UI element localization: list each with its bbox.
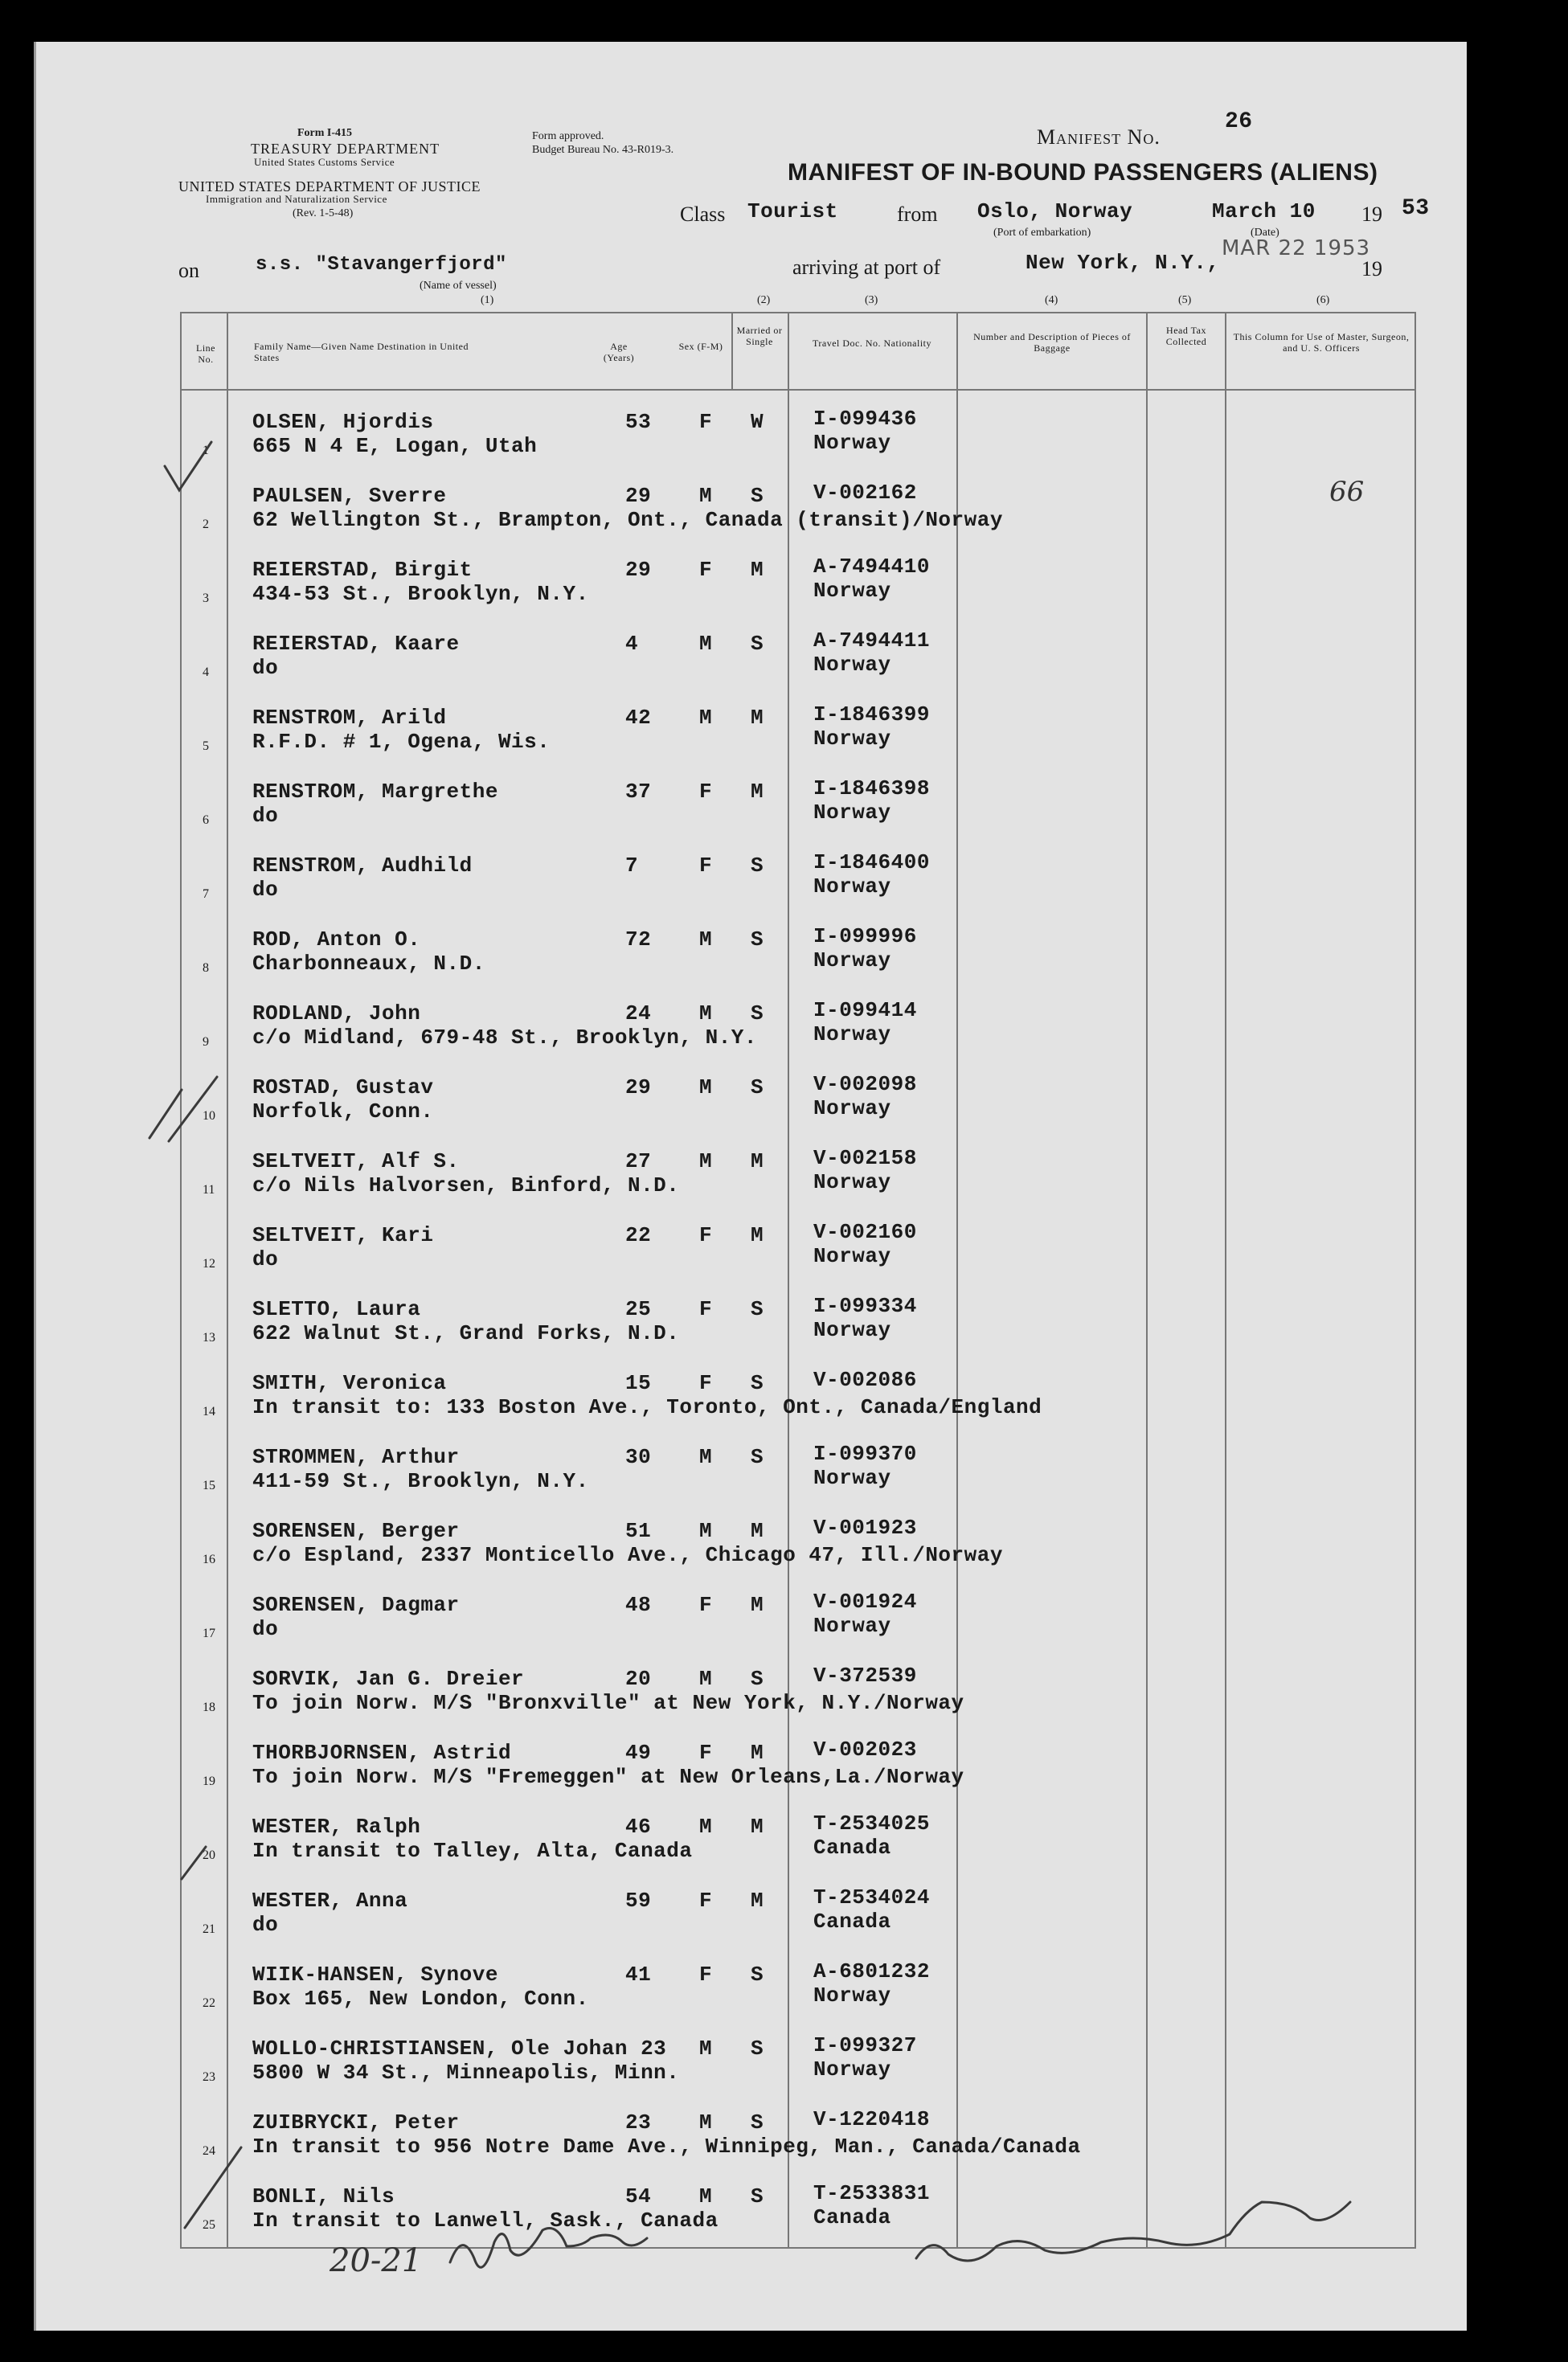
col-num-3: (3) xyxy=(865,294,878,306)
age: 51 xyxy=(625,1519,652,1543)
destination: To join Norw. M/S "Fremeggen" at New Orleans,La./Norway xyxy=(252,1765,964,1789)
age: 30 xyxy=(625,1445,652,1469)
age: 15 xyxy=(625,1371,652,1395)
marital-status: S xyxy=(751,1963,764,1987)
marital-status: S xyxy=(751,854,764,878)
age: 49 xyxy=(625,1741,652,1765)
passenger-name: STROMMEN, Arthur xyxy=(252,1445,460,1469)
marital-status: S xyxy=(751,1371,764,1395)
destination: 62 Wellington St., Brampton, Ont., Canada (transit)/Norway xyxy=(252,508,1003,532)
destination: 411-59 St., Brooklyn, N.Y. xyxy=(252,1469,589,1493)
customs-service: United States Customs Service xyxy=(254,156,395,168)
nationality: Norway xyxy=(813,431,891,455)
age: 54 xyxy=(625,2184,652,2208)
check-mark xyxy=(169,1077,217,1141)
line-number: 8 xyxy=(203,961,209,975)
check-mark xyxy=(165,442,211,490)
age: 7 xyxy=(625,854,639,878)
manifest-no-label: Manifest No. xyxy=(1037,125,1161,149)
line-number: 4 xyxy=(203,665,209,679)
marital-status: S xyxy=(751,1001,764,1025)
destination: R.F.D. # 1, Ogena, Wis. xyxy=(252,730,551,754)
nationality: Norway xyxy=(813,1318,891,1342)
line-number: 5 xyxy=(203,739,209,753)
vessel-caption: (Name of vessel) xyxy=(420,280,497,292)
passenger-name: SLETTO, Laura xyxy=(252,1297,421,1321)
travel-doc-number: T-2533831 xyxy=(813,2181,930,2205)
travel-doc-number: I-1846400 xyxy=(813,850,930,874)
nationality: Norway xyxy=(813,1244,891,1268)
travel-doc-number: I-1846399 xyxy=(813,702,930,727)
nationality: Norway xyxy=(813,653,891,677)
header-baggage: Number and Description of Pieces of Baggage xyxy=(973,331,1131,354)
destination: 622 Walnut St., Grand Forks, N.D. xyxy=(252,1321,680,1345)
marital-status: S xyxy=(751,1297,764,1321)
sex: M xyxy=(699,1519,713,1543)
passenger-name: WESTER, Anna xyxy=(252,1889,408,1913)
age: 23 xyxy=(625,2110,652,2135)
marital-status: S xyxy=(751,632,764,656)
destination: In transit to 956 Notre Dame Ave., Winnipeg, Man., Canada/Canada xyxy=(252,2135,1081,2159)
check-mark xyxy=(185,2147,241,2228)
nationality: Norway xyxy=(813,1466,891,1490)
passenger-name: RODLAND, John xyxy=(252,1001,421,1025)
officer-note: 66 xyxy=(1329,476,1365,508)
date-value: March 10 xyxy=(1212,199,1316,223)
marital-status: M xyxy=(751,706,764,730)
age: 22 xyxy=(625,1223,652,1247)
travel-doc-number: I-099996 xyxy=(813,924,917,948)
nationality: Norway xyxy=(813,2057,891,2082)
sex: F xyxy=(699,1963,713,1987)
col-num-6: (6) xyxy=(1316,294,1330,306)
marital-status: M xyxy=(751,1815,764,1839)
nationality: Norway xyxy=(813,948,891,972)
destination: To join Norw. M/S "Bronxville" at New York, N.Y./Norway xyxy=(252,1691,964,1715)
line-number: 18 xyxy=(203,1701,215,1714)
passenger-name: SORENSEN, Dagmar xyxy=(252,1593,460,1617)
travel-doc-number: I-099414 xyxy=(813,998,917,1022)
sex: F xyxy=(699,410,713,434)
marital-status: S xyxy=(751,2110,764,2135)
passenger-name: SMITH, Veronica xyxy=(252,1371,447,1395)
passenger-name: THORBJORNSEN, Astrid xyxy=(252,1741,512,1765)
passenger-name: ROSTAD, Gustav xyxy=(252,1075,434,1099)
line-number: 24 xyxy=(203,2144,215,2158)
travel-doc-number: V-002158 xyxy=(813,1146,917,1170)
line-number: 17 xyxy=(203,1627,215,1640)
passenger-name: WOLLO-CHRISTIANSEN, Ole Johan 23 xyxy=(252,2037,667,2061)
line-number: 9 xyxy=(203,1035,209,1049)
destination: c/o Nils Halvorsen, Binford, N.D. xyxy=(252,1173,680,1197)
nationality: Norway xyxy=(813,1170,891,1194)
line-number: 15 xyxy=(203,1479,215,1492)
destination: do xyxy=(252,656,279,680)
nationality: Norway xyxy=(813,727,891,751)
destination: In transit to: 133 Boston Ave., Toronto, Ont., Canada/England xyxy=(252,1395,1042,1419)
signature xyxy=(916,2202,1350,2261)
age: 37 xyxy=(625,780,652,804)
passenger-name: ROD, Anton O. xyxy=(252,927,421,952)
class-value: Tourist xyxy=(747,199,838,223)
age: 53 xyxy=(625,410,652,434)
age: 20 xyxy=(625,1667,652,1691)
age: 29 xyxy=(625,484,652,508)
passenger-name: RENSTROM, Audhild xyxy=(252,854,473,878)
nationality: Norway xyxy=(813,579,891,603)
line-number: 10 xyxy=(203,1109,215,1123)
check-mark xyxy=(182,1847,206,1879)
port-embarkation-caption: (Port of embarkation) xyxy=(993,227,1091,239)
treasury-dept: TREASURY DEPARTMENT xyxy=(251,141,440,157)
line-number: 13 xyxy=(203,1331,215,1345)
sex: F xyxy=(699,1297,713,1321)
sex: F xyxy=(699,558,713,582)
age: 46 xyxy=(625,1815,652,1839)
header-sex: Sex (F-M) xyxy=(678,341,723,352)
marital-status: S xyxy=(751,2184,764,2208)
travel-doc-number: A-7494410 xyxy=(813,555,930,579)
line-number: 1 xyxy=(203,444,209,457)
travel-doc-number: V-002162 xyxy=(813,481,917,505)
travel-doc-number: V-002086 xyxy=(813,1368,917,1392)
revision: (Rev. 1-5-48) xyxy=(293,207,354,219)
col-num-5: (5) xyxy=(1178,294,1192,306)
passenger-name: OLSEN, Hjordis xyxy=(252,410,434,434)
destination: do xyxy=(252,878,279,902)
bottom-note: 20-21 xyxy=(330,2242,423,2279)
passenger-name: RENSTROM, Arild xyxy=(252,706,447,730)
marital-status: M xyxy=(751,780,764,804)
header-married: Married or Single xyxy=(736,325,783,347)
passenger-name: SORVIK, Jan G. Dreier xyxy=(252,1667,525,1691)
travel-doc-number: A-6801232 xyxy=(813,1959,930,1983)
travel-doc-number: T-2534025 xyxy=(813,1811,930,1836)
marital-status: M xyxy=(751,1149,764,1173)
col-num-4: (4) xyxy=(1045,294,1058,306)
destination: 434-53 St., Brooklyn, N.Y. xyxy=(252,582,589,606)
sex: M xyxy=(699,927,713,952)
marital-status: M xyxy=(751,1519,764,1543)
class-label: Class xyxy=(680,203,726,226)
travel-doc-number: A-7494411 xyxy=(813,628,930,653)
marital-status: M xyxy=(751,1593,764,1617)
line-number: 6 xyxy=(203,813,209,827)
sex: F xyxy=(699,1889,713,1913)
sex: M xyxy=(699,1667,713,1691)
sex: M xyxy=(699,2184,713,2208)
destination: 5800 W 34 St., Minneapolis, Minn. xyxy=(252,2061,680,2085)
header-head-tax: Head Tax Collected xyxy=(1165,325,1207,347)
on-label: on xyxy=(178,259,199,282)
marital-status: M xyxy=(751,1741,764,1765)
marital-status: S xyxy=(751,484,764,508)
travel-doc-number: I-099334 xyxy=(813,1294,917,1318)
passenger-name: SELTVEIT, Kari xyxy=(252,1223,434,1247)
destination: do xyxy=(252,804,279,828)
nationality: Canada xyxy=(813,1836,891,1860)
line-number: 22 xyxy=(203,1996,215,2010)
destination: In transit to Talley, Alta, Canada xyxy=(252,1839,693,1863)
age: 29 xyxy=(625,558,652,582)
line-number: 11 xyxy=(203,1183,215,1197)
sex: M xyxy=(699,706,713,730)
line-number: 25 xyxy=(203,2218,215,2232)
passenger-name: REIERSTAD, Kaare xyxy=(252,632,460,656)
nationality: Norway xyxy=(813,1096,891,1120)
travel-doc-number: I-099436 xyxy=(813,407,917,431)
travel-doc-number: I-099327 xyxy=(813,2033,917,2057)
destination: do xyxy=(252,1913,279,1937)
line-number: 21 xyxy=(203,1922,215,1936)
age: 59 xyxy=(625,1889,652,1913)
manifest-no-value: 26 xyxy=(1225,109,1253,134)
travel-doc-number: V-1220418 xyxy=(813,2107,930,2131)
line-number: 2 xyxy=(203,518,209,531)
sex: F xyxy=(699,1371,713,1395)
ins-service: Immigration and Naturalization Service xyxy=(206,193,387,205)
age: 24 xyxy=(625,1001,652,1025)
year-prefix: 19 xyxy=(1361,203,1382,226)
line-number: 19 xyxy=(203,1775,215,1788)
nationality: Norway xyxy=(813,1614,891,1638)
travel-doc-number: V-001924 xyxy=(813,1590,917,1614)
sex: M xyxy=(699,632,713,656)
destination: c/o Midland, 679-48 St., Brooklyn, N.Y. xyxy=(252,1025,757,1050)
sex: F xyxy=(699,1593,713,1617)
destination: do xyxy=(252,1617,279,1641)
passenger-name: WIIK-HANSEN, Synove xyxy=(252,1963,498,1987)
sex: M xyxy=(699,1445,713,1469)
col-num-1: (1) xyxy=(481,294,494,306)
marital-status: S xyxy=(751,1445,764,1469)
sex: M xyxy=(699,1149,713,1173)
header-line-no: Line No. xyxy=(196,342,215,365)
age: 29 xyxy=(625,1075,652,1099)
travel-doc-number: I-1846398 xyxy=(813,776,930,800)
marital-status: M xyxy=(751,558,764,582)
sex: F xyxy=(699,780,713,804)
marital-status: S xyxy=(751,927,764,952)
header-name: Family Name—Given Name Destination in United States xyxy=(254,341,469,363)
from-label: from xyxy=(897,203,938,226)
destination: do xyxy=(252,1247,279,1271)
justice-dept: UNITED STATES DEPARTMENT OF JUSTICE xyxy=(178,178,481,194)
age: 42 xyxy=(625,706,652,730)
destination: c/o Espland, 2337 Monticello Ave., Chicago 47, Ill./Norway xyxy=(252,1543,1003,1567)
header-age: Age (Years) xyxy=(603,341,635,363)
line-number: 3 xyxy=(203,592,209,605)
passenger-name: ZUIBRYCKI, Peter xyxy=(252,2110,460,2135)
marital-status: S xyxy=(751,1667,764,1691)
passenger-name: REIERSTAD, Birgit xyxy=(252,558,473,582)
line-number: 23 xyxy=(203,2070,215,2084)
age: 48 xyxy=(625,1593,652,1617)
sex: M xyxy=(699,2110,713,2135)
sex: F xyxy=(699,1223,713,1247)
age: 41 xyxy=(625,1963,652,1987)
marital-status: W xyxy=(751,410,764,434)
passenger-name: WESTER, Ralph xyxy=(252,1815,421,1839)
passenger-name: BONLI, Nils xyxy=(252,2184,395,2208)
year-value: 53 xyxy=(1402,196,1430,221)
arriving-label: arriving at port of xyxy=(792,256,941,279)
sex: M xyxy=(699,1075,713,1099)
passenger-name: SORENSEN, Berger xyxy=(252,1519,460,1543)
travel-doc-number: T-2534024 xyxy=(813,1885,930,1910)
vessel-value: s.s. "Stavangerfjord" xyxy=(256,254,507,276)
age: 27 xyxy=(625,1149,652,1173)
sex: M xyxy=(699,1001,713,1025)
nationality: Norway xyxy=(813,1022,891,1046)
nationality: Canada xyxy=(813,2205,891,2229)
destination: Norfolk, Conn. xyxy=(252,1099,434,1124)
travel-doc-number: V-372539 xyxy=(813,1664,917,1688)
header-travel-doc: Travel Doc. No. Nationality xyxy=(812,338,932,349)
sex: M xyxy=(699,1815,713,1839)
marital-status: M xyxy=(751,1889,764,1913)
passenger-name: SELTVEIT, Alf S. xyxy=(252,1149,460,1173)
col-num-2: (2) xyxy=(757,294,771,306)
travel-doc-number: V-002160 xyxy=(813,1220,917,1244)
manifest-title: MANIFEST OF IN-BOUND PASSENGERS (ALIENS) xyxy=(788,159,1378,186)
sex: M xyxy=(699,484,713,508)
marital-status: S xyxy=(751,2037,764,2061)
line-number: 16 xyxy=(203,1553,215,1566)
sex: F xyxy=(699,854,713,878)
destination: In transit to Lanwell, Sask., Canada xyxy=(252,2208,718,2233)
budget-bureau: Budget Bureau No. 43-R019-3. xyxy=(532,144,674,156)
travel-doc-number: V-002023 xyxy=(813,1738,917,1762)
nationality: Canada xyxy=(813,1910,891,1934)
marital-status: S xyxy=(751,1075,764,1099)
form-approved: Form approved. xyxy=(532,130,604,142)
age: 4 xyxy=(625,632,639,656)
travel-doc-number: V-002098 xyxy=(813,1072,917,1096)
arrival-year-prefix: 19 xyxy=(1361,257,1382,280)
travel-doc-number: V-001923 xyxy=(813,1516,917,1540)
age: 25 xyxy=(625,1297,652,1321)
marital-status: M xyxy=(751,1223,764,1247)
destination: 665 N 4 E, Logan, Utah xyxy=(252,434,538,458)
nationality: Norway xyxy=(813,874,891,899)
travel-doc-number: I-099370 xyxy=(813,1442,917,1466)
destination: Box 165, New London, Conn. xyxy=(252,1987,589,2011)
line-number: 12 xyxy=(203,1257,215,1271)
header-officers: This Column for Use of Master, Surgeon, and U. S. Officers xyxy=(1233,331,1410,354)
nationality: Norway xyxy=(813,1983,891,2008)
from-value: Oslo, Norway xyxy=(977,199,1133,223)
form-number: Form I-415 xyxy=(297,127,353,139)
destination: Charbonneaux, N.D. xyxy=(252,952,485,976)
line-number: 20 xyxy=(203,1848,215,1862)
line-number: 7 xyxy=(203,887,209,901)
arrival-date-stamp: MAR 22 1953 xyxy=(1222,236,1371,260)
sex: M xyxy=(699,2037,713,2061)
passenger-name: PAULSEN, Sverre xyxy=(252,484,447,508)
line-number: 14 xyxy=(203,1405,215,1418)
nationality: Norway xyxy=(813,800,891,825)
age: 72 xyxy=(625,927,652,952)
signature xyxy=(450,2229,647,2268)
sex: F xyxy=(699,1741,713,1765)
passenger-name: RENSTROM, Margrethe xyxy=(252,780,498,804)
arrival-port-value: New York, N.Y., xyxy=(1026,251,1220,275)
date-caption: (Date) xyxy=(1251,227,1279,239)
